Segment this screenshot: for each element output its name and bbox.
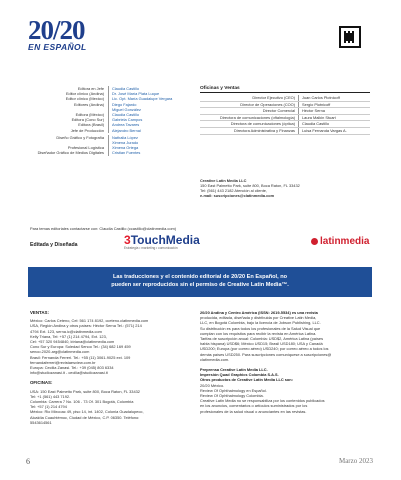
- oficinas-line: México: Rio Mixcoac 49, piso 14, int. 1402, Colonia Guadalupeco,: [30, 409, 144, 415]
- ventas-line: Cono Sur y Europa: Soledad Senoo Tel.: (34) 682 169 459: [30, 344, 131, 350]
- staff-row: Editores (Andina) Diego Fajardo Miguel González: [30, 102, 210, 112]
- staff-row: Diseñador Gráfico de Medios Digitales Cristian Fuentes: [30, 150, 210, 155]
- table-row: Director de Operaciones (COO) Sergio Plotnicoff: [200, 102, 370, 109]
- prep-line: Otros productos de Creative Latin Media LLC son:: [200, 377, 293, 383]
- legal-line: producida, editada, diseñada y distribuida por Creative Latin Media,: [200, 315, 317, 321]
- prep-line: profesionales de la salud visual o anunciantes en las revistas.: [200, 408, 307, 414]
- ventas-line: México: Carlos Ceteno, Cel: 561 174 8192, cceteno.clatinmedia.com: [30, 318, 149, 324]
- legal-line: demás países USD250. Para suscripciones comuníquese a suscripciones@: [200, 351, 332, 357]
- legal-line: Su distribución es para todos los profesionales de la Salud Visual que: [200, 325, 321, 331]
- staff-row: Editora (Brasil) Andrea Tavares: [30, 122, 210, 127]
- table-row: Directora Administrativa y Finanzas Luisa Fernanda Vargas A.: [200, 128, 370, 135]
- logo-main-text: 20/20: [28, 15, 85, 45]
- touchmedia-word: TouchMedia: [130, 233, 200, 247]
- staff-row: Editora en Jefe Claudia Castillo: [30, 86, 210, 91]
- staff-list: [30, 86, 210, 156]
- publisher-address: [200, 178, 300, 198]
- ventas-line: 4794 Ext. 123, serna.ic@clatinmedia.com: [30, 328, 102, 334]
- publisher-street: 150 East Palmetto Park, suite 800, Boca Raton, FL 33432: [200, 183, 300, 188]
- touchmedia-tagline: Estrategia • marketing • comunicación: [124, 246, 178, 250]
- staff-row: Editora (Cono Sur) Gabriela Campos: [30, 117, 210, 122]
- legal-line: LLC, en Bogotá Colombia, bajo la licencia de Jobson Publishing, LLC.: [200, 320, 321, 326]
- logo-sub-text: EN ESPAÑOL: [28, 42, 87, 52]
- oficinas-line: Tel: +57 (1) 214 4794: [30, 404, 67, 410]
- banner-line: Las traducciones y el contenido editorial de 20/20 En Español, no: [112, 274, 288, 280]
- staff-row: Diseño Gráfico y Fotografía Nathalia López Ximena Jurado: [30, 135, 210, 145]
- oficinas-ventas-table: [200, 86, 370, 135]
- legal-line: cumplan con los requisitos para recibir la revista en América Latina.: [200, 330, 317, 336]
- ventas-line: USA, Región Andina y otros países: Héctor Serna Tel.: (571) 214: [30, 323, 142, 329]
- ventas-column: [30, 310, 200, 425]
- oficinas-line: 5543614561: [30, 419, 52, 425]
- table-row: Director Comercial Héctor Serna: [200, 108, 370, 115]
- prep-line: Review Of Ophthalmology Colombia.: [200, 393, 264, 399]
- latinmedia-logo: [311, 236, 369, 247]
- editorial-contact-line: Para temas editoriales contactarse con: Claudia Castillo (ccastillo@clatinmedia.com): [30, 226, 177, 231]
- touchmedia-num: 3: [124, 233, 131, 247]
- table-row: Directora de comunicaciones (oftalmología) Laura Malkin Stuart: [200, 115, 370, 122]
- touchmedia-logo: [124, 234, 208, 250]
- legal-line: Tarifas de suscripción anual: Colombia: USD$2, América Latina (países: [200, 336, 324, 342]
- ventas-line: Kelly Triana, Tel: +57 (1) 214 4794, Ext. 123,: [30, 333, 107, 339]
- oficinas-line: Tel: +1 (561) 443 7192.: [30, 393, 71, 399]
- publisher-tel: Tel: (561) 443 2182 Atención al cliente,: [200, 188, 268, 193]
- legal-line: 20/20 Andina y Centro América (ISSN: 2619-5534) es una revista: [200, 310, 318, 315]
- prep-line: en los anuncios, comentarios o artículos suministrados por los: [200, 403, 308, 409]
- legal-line: habla hispana) USD$6; México USD15; Brasil USD180; USA y Canadá: [200, 341, 323, 347]
- oficinas-line: USA: 150 East Palmetto Park, suite 800, Boca Raton, FL 33432: [30, 388, 140, 394]
- legal-line: clatinmedia.com.: [200, 356, 230, 362]
- editada-label: Editada y Diseñada: [30, 242, 78, 248]
- table-row: Director Ejecutivo (CEO) Juan Carlos Plotnicoff: [200, 95, 370, 102]
- banner-line: pueden ser reproducidos sin el permiso de Creative Latin Media™.: [111, 282, 289, 288]
- prep-line: Preprensa Creative Latin Media LLC.: [200, 367, 268, 373]
- ventas-line: senoo.2020-arg@clatinmedia.com: [30, 349, 90, 355]
- staff-row: Editor clínico (Andina) Dr. José María Plata Luque: [30, 91, 210, 96]
- legal-line: USD200; Europa (por correo aéreo) USD240; por correo aéreo a todos los: [200, 346, 329, 352]
- prep-line: Impresión Quad Graphics Colombia S.A.S.: [200, 372, 279, 378]
- legal-column: [200, 310, 370, 414]
- copyright-banner: [28, 267, 372, 297]
- latinmedia-dot-icon: [311, 238, 318, 245]
- prep-line: Review Of Ophthalmology en Español.: [200, 387, 267, 393]
- ventas-line: fernandaferreri@revistaesview.com.br: [30, 359, 96, 365]
- ventas-heading: VENTAS:: [30, 310, 49, 315]
- oficinas-title: Oficinas y Ventas: [200, 86, 370, 93]
- page-number: 6: [26, 457, 30, 466]
- magazine-logo: [28, 15, 128, 52]
- ventas-line: Brasil: Fernanda Ferreri. Tel.: +55 (11) 3061-9025 ext. 109: [30, 354, 131, 360]
- prep-line: Creative Latin Media no se responsabiliza por los contenidos publicados: [200, 398, 325, 404]
- staff-row: Profesional Logística Ximena Ortega: [30, 145, 210, 150]
- oficinas-heading: OFICINAS:: [30, 380, 53, 386]
- table-row: Directora de comunicaciones (óptica) Claudia Castillo: [200, 121, 370, 128]
- publisher-name: Creative Latin Media LLC: [200, 178, 247, 183]
- staff-row: Editora (México) Claudia Castillo: [30, 112, 210, 117]
- oficinas-line: Colombia: Carrera 7 No. 106 - 73 Of. 301 Bogotá, Colombia: [30, 399, 134, 405]
- ventas-line: Europa: Cecilia Zanasi. Tel.: +39 (045) 803 6334: [30, 365, 114, 371]
- ventas-line: info@studiozanasi.it - cecilia@studiozanasi.it: [30, 370, 108, 376]
- issue-date: Marzo 2023: [338, 457, 373, 465]
- qr-code-icon: [339, 26, 361, 48]
- publisher-email[interactable]: e-mail: suscripciones@clatinmedia.com: [200, 193, 275, 198]
- staff-row: Editor clínico (Mexico) Lic. Opt. María Guadalupe Vergara: [30, 96, 210, 101]
- oficinas-line: Alcaldía Cuauhtémoc, Ciudad de México, C.P. 06350. Teléfono:: [30, 414, 140, 420]
- latinmedia-word: latinmedia: [320, 236, 370, 247]
- ventas-line: Cel: +57 320 9454840, ktriana@clatinmedia.com: [30, 339, 115, 345]
- staff-row: Jefe de Producción Alejandro Bernal: [30, 128, 210, 133]
- prep-line: 20/20 México.: [200, 382, 225, 388]
